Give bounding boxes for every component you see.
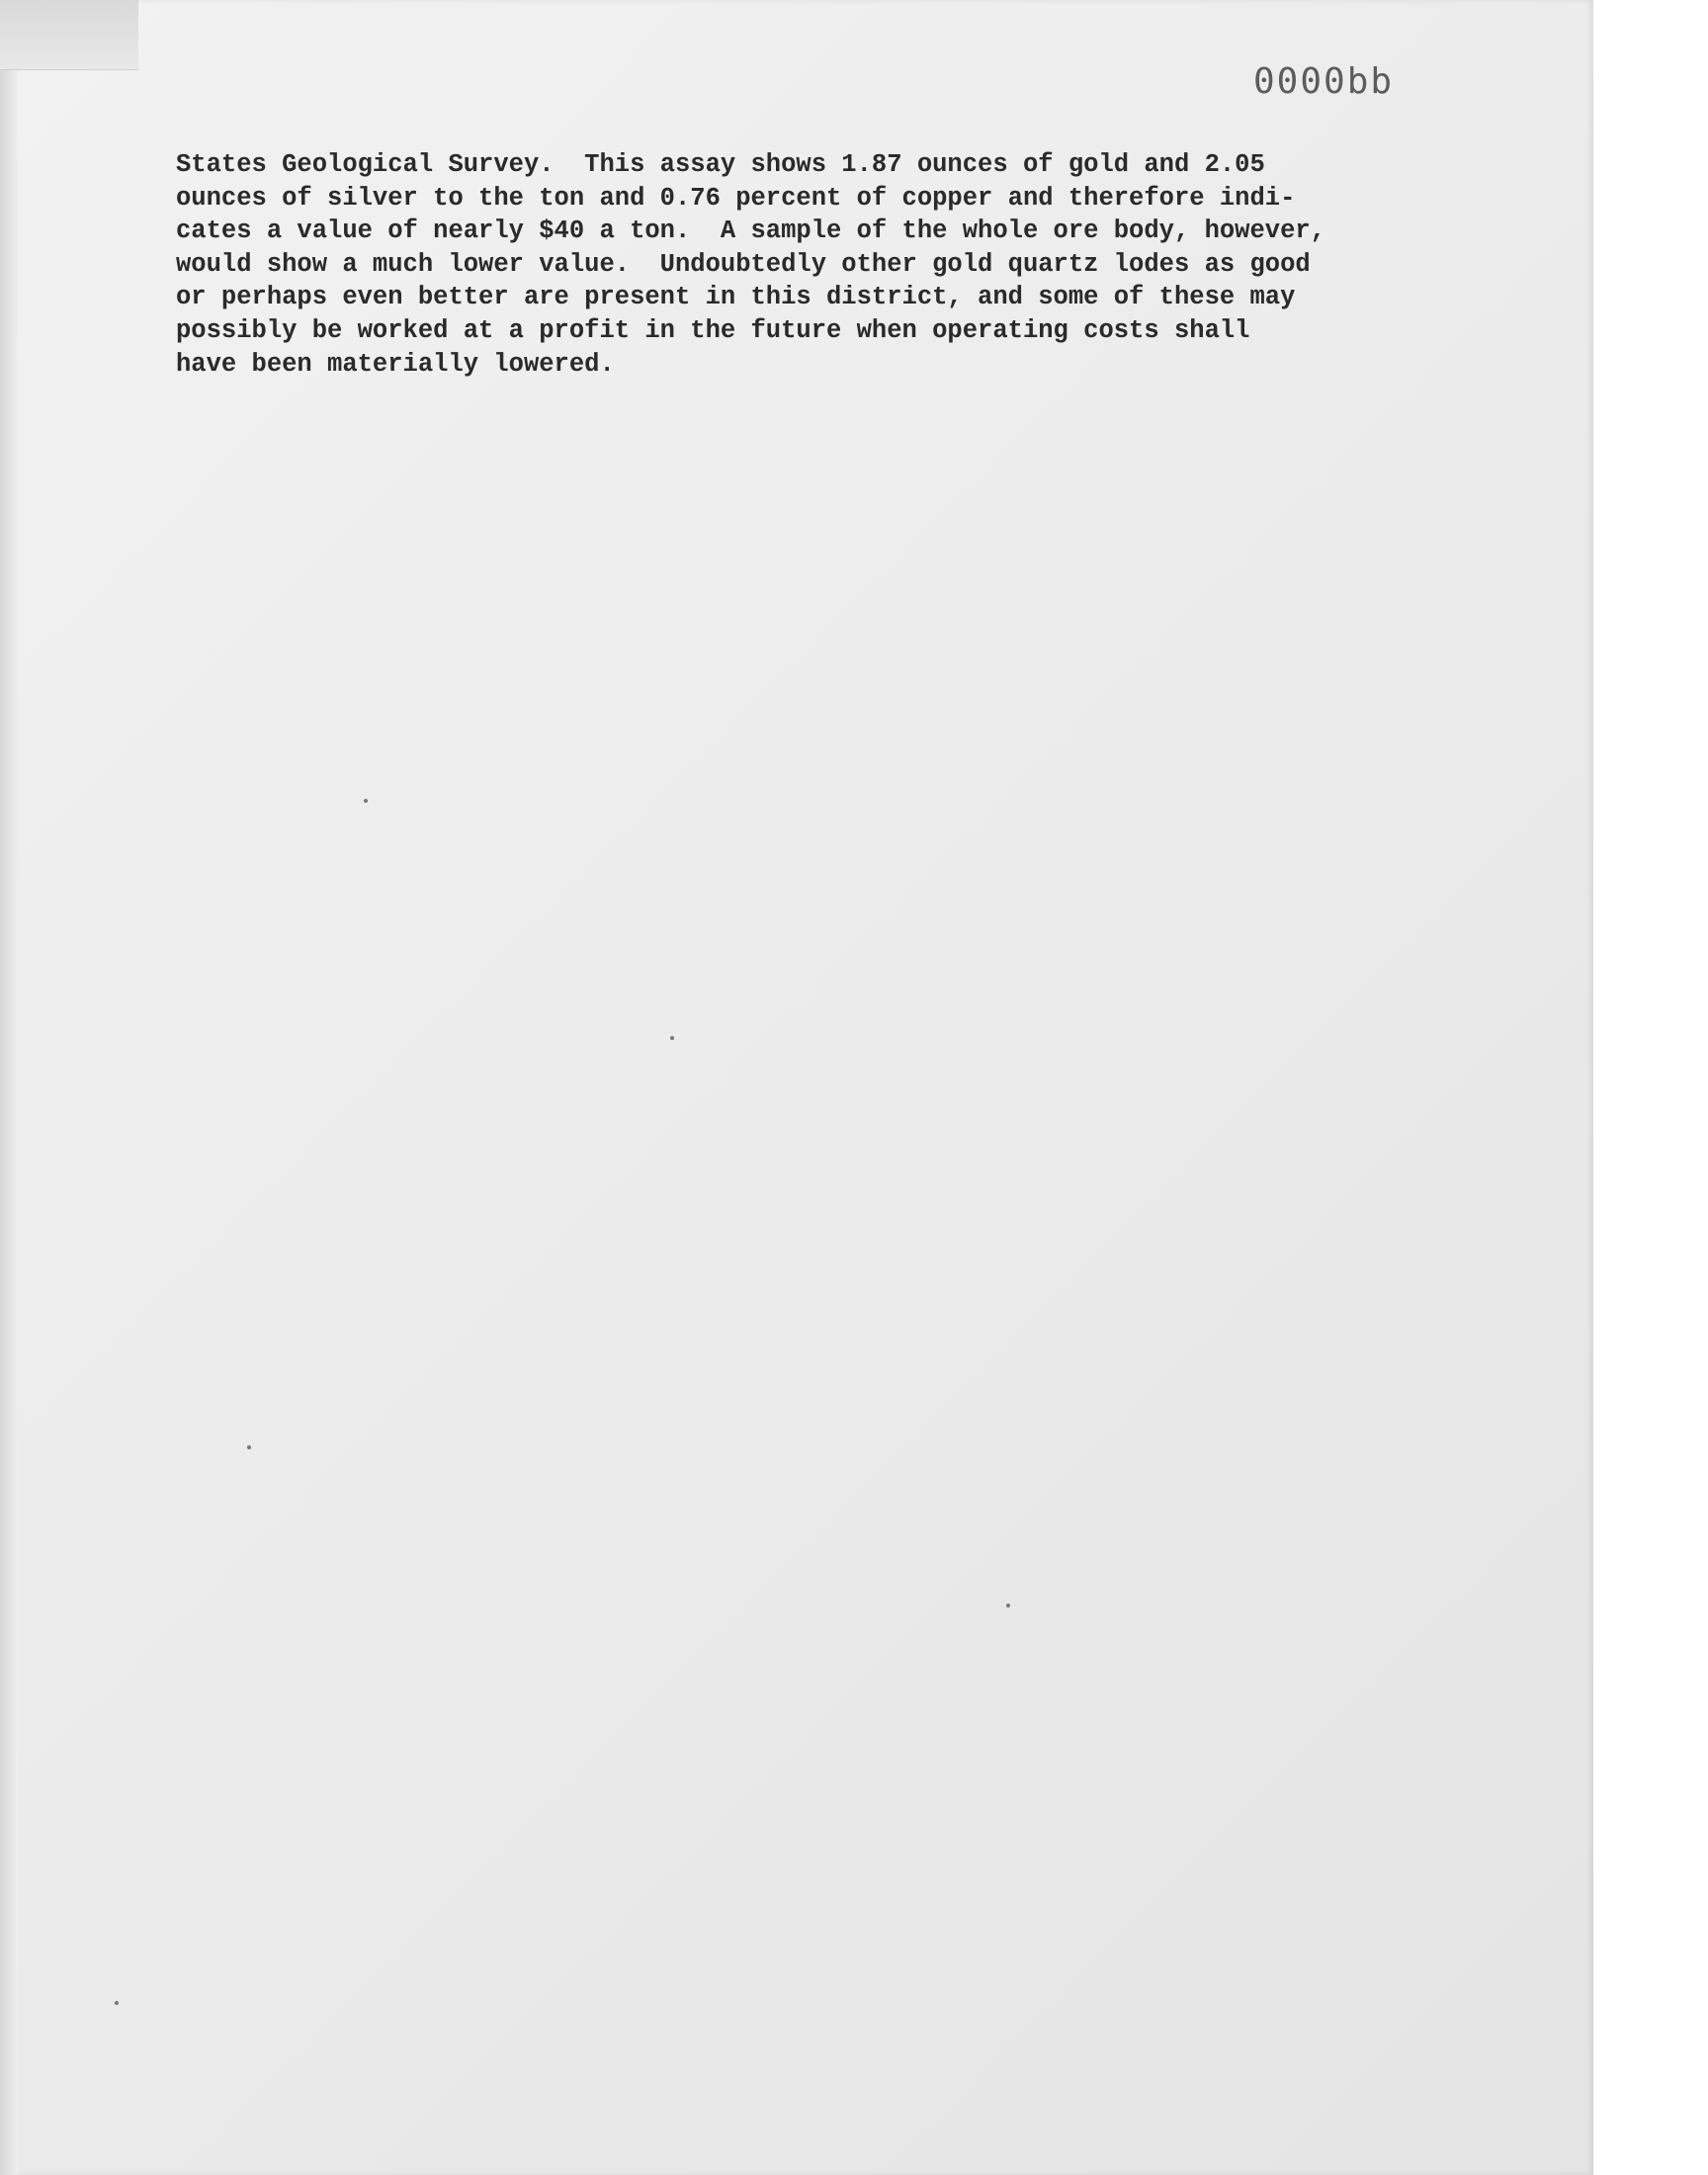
paper-speck [247, 1445, 251, 1449]
page-number: 0000bb [1253, 61, 1395, 102]
body-paragraph [176, 148, 1461, 381]
page-corner-tab [0, 0, 138, 70]
text-line: possibly be worked at a profit in the future when operating costs shall [176, 315, 1250, 345]
text-line: have been materially lowered. [176, 349, 615, 379]
paper-speck [115, 2001, 119, 2005]
paper-speck [670, 1036, 674, 1040]
text-line: ounces of silver to the ton and 0.76 percent of copper and therefore indi- [176, 183, 1296, 213]
text-line: or perhaps even better are present in this district, and some of these may [176, 283, 1296, 312]
text-line: States Geological Survey. This assay shows 1.87 ounces of gold and 2.05 [176, 150, 1265, 179]
paper-speck [364, 799, 368, 803]
text-line: cates a value of nearly $40 a ton. A sample of the whole ore body, however, [176, 217, 1325, 246]
page-left-edge [0, 0, 18, 2175]
text-line: would show a much lower value. Undoubtedly other gold quartz lodes as good [176, 249, 1311, 279]
paper-speck [1006, 1604, 1010, 1608]
